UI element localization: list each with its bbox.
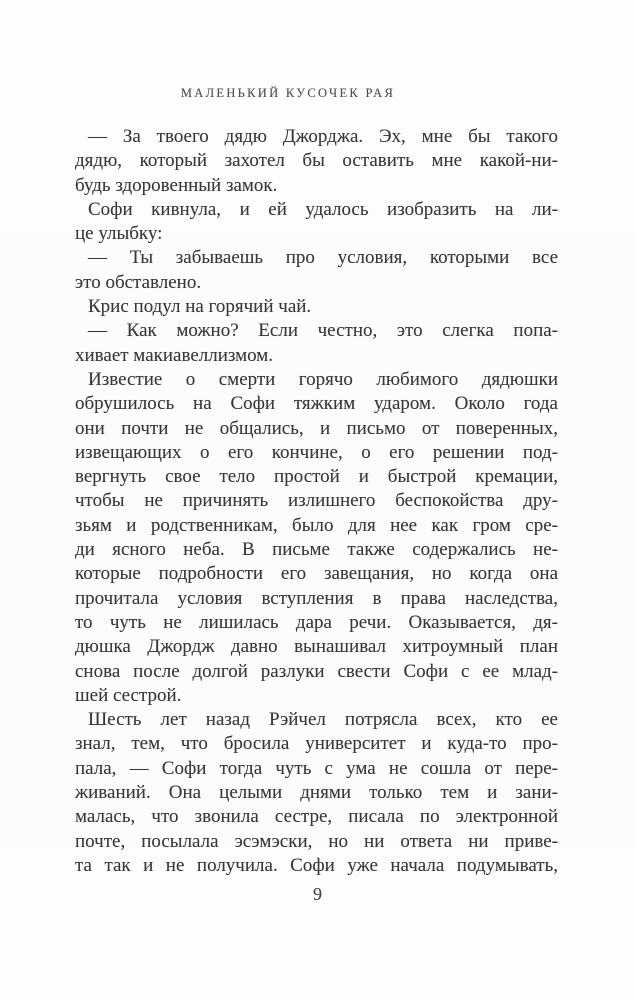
text-line: Софи кивнула, и ей удалось изобразить на ли- [88, 198, 558, 220]
paragraph [75, 198, 558, 247]
paragraph [75, 125, 558, 198]
text-line: пала, — Софи тогда чуть с ума не сошла от пере- [75, 757, 558, 779]
paragraph [75, 319, 558, 368]
text-line: малась, что звонила сестре, писала по электронной [75, 806, 558, 828]
text-line: Крис подул на горячий чай. [88, 296, 312, 318]
text-line: знал, тем, что бросила университет и куда-то про- [75, 733, 558, 755]
text-line: — Ты забываешь про условия, которыми все [88, 247, 558, 269]
text-line: Шесть лет назад Рэйчел потрясла всех, кто ее [88, 709, 558, 731]
running-header: МАЛЕНЬКИЙ КУСОЧЕК РАЯ [180, 86, 396, 100]
text-line: снова после долгой разлуки свести Софи с ее млад- [75, 660, 558, 682]
text-line: хивает макиавеллизмом. [75, 344, 274, 366]
text-line: будь здоровенный замок. [75, 174, 278, 196]
text-line: дядю, который захотел бы оставить мне какой-ни- [75, 150, 558, 172]
text-line: они почти не общались, и письмо от поверенных, [75, 417, 558, 439]
text-line: которые подробности его завещания, но когда она [75, 563, 558, 585]
text-line: — Как можно? Если честно, это слегка попа- [88, 320, 558, 342]
paragraph [75, 368, 558, 708]
text-line: чтобы не причинять излишнего беспокойства дру- [75, 490, 558, 512]
text-line: живаний. Она целыми днями только тем и зани- [75, 782, 558, 804]
text-line: вергнуть свое тело простой и быстрой кремации, [75, 466, 558, 488]
page-body [75, 125, 558, 878]
text-line: то чуть не лишилась дара речи. Оказывается, дя- [75, 611, 558, 633]
text-line: Известие о смерти горячо любимого дядюшки [88, 368, 558, 390]
text-line: та так и не получила. Софи уже начала подумывать, [75, 854, 558, 876]
text-line: почте, посылала эсэмэски, но ни ответа ни приве- [75, 830, 558, 852]
text-line: обрушилось на Софи тяжким ударом. Около года [75, 393, 558, 415]
text-line: шей сестрой. [75, 684, 182, 706]
text-line: прочитала условия вступления в права наследства, [75, 587, 558, 609]
text-line: извещающих о его кончине, о его решении под- [75, 441, 558, 463]
paragraph [75, 246, 558, 295]
text-line: зьям и родственникам, было для нее как гром сре- [75, 514, 558, 536]
paragraph [75, 295, 558, 319]
text-line: — За твоего дядю Джорджа. Эх, мне бы такого [88, 126, 558, 147]
paragraph [75, 708, 558, 878]
text-line: ди ясного неба. В письме также содержались не- [75, 539, 558, 561]
text-line: это обставлено. [75, 271, 202, 293]
page-number: 9 [313, 884, 322, 904]
text-line: дюшка Джордж давно вынашивал хитроумный план [75, 636, 558, 658]
text-line: це улыбку: [75, 223, 163, 245]
